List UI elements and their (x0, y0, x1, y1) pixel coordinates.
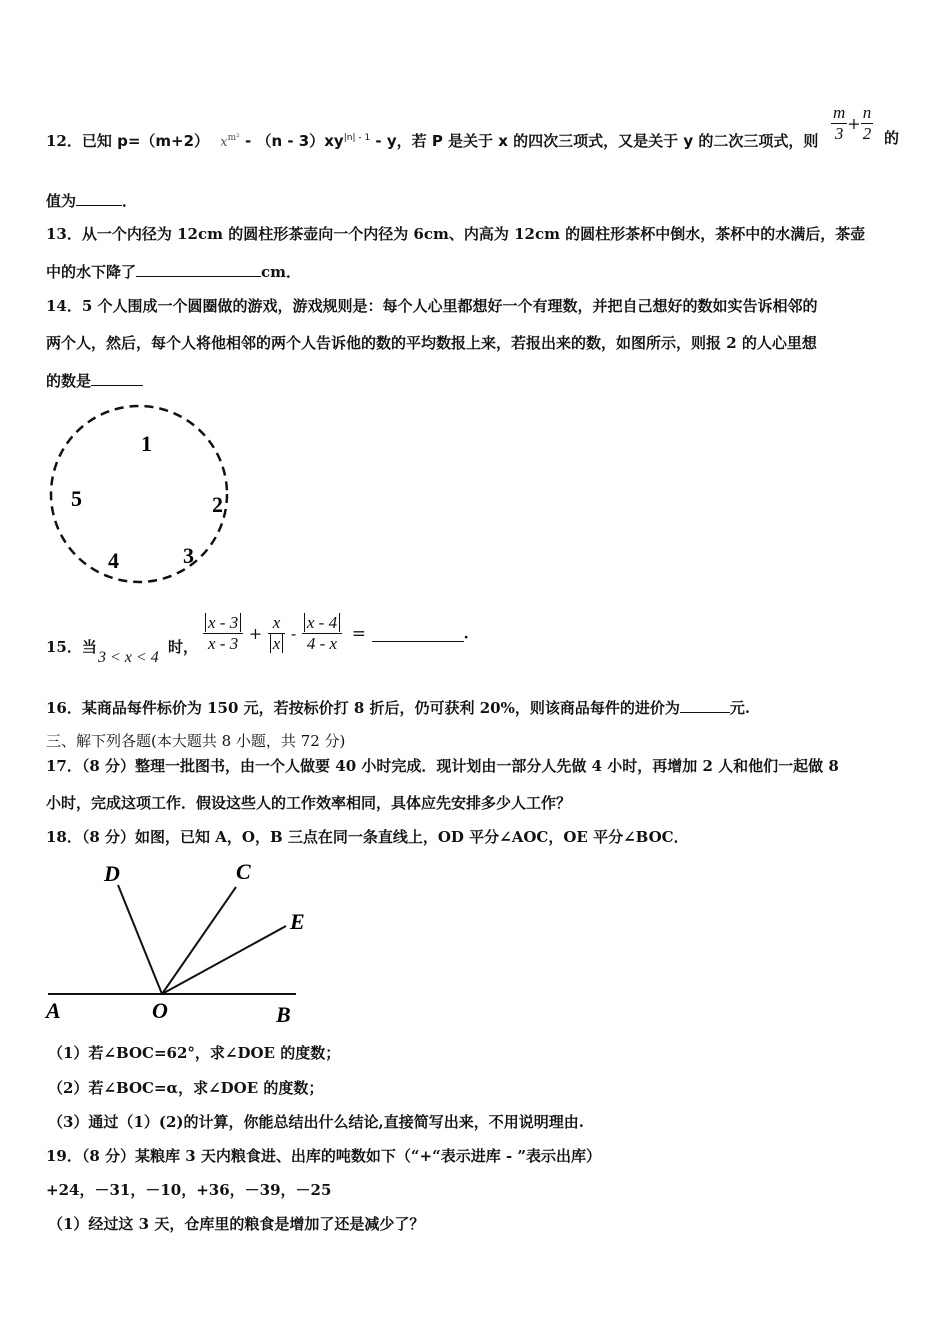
q12-fraction-expression (831, 103, 873, 144)
q12-frac2-den: 2 (862, 124, 872, 143)
q15-answer-blank (372, 626, 464, 642)
q13-line-2 (46, 261, 301, 282)
q15-f2-num: x (268, 613, 286, 634)
q12-exp2: |n| - 1 (343, 133, 371, 143)
q15-frac-1 (203, 613, 243, 654)
q15-equals: = (351, 623, 366, 644)
q15-when: 时， (168, 638, 199, 656)
section3-title: 三、解下列各题(本大题共 8 小题，共 72 分) (46, 732, 346, 750)
q18-angle-figure (40, 855, 325, 1030)
q15-end: . (463, 624, 469, 643)
q12-frac2-num: n (862, 103, 872, 122)
q12-power-base: x (220, 135, 228, 150)
q18-label-b: B (276, 1002, 291, 1027)
q17-line-2: 小时，完成这项工作．假设这些人的工作效率相同，具体应先安排多少人工作？ (46, 794, 572, 812)
q12-part2: - （n - 3）xy (239, 132, 344, 150)
q12-line-1 (46, 128, 818, 153)
q15-frac-3 (302, 613, 342, 654)
q17-line-1: 17．（8 分）整理一批图书，由一个人做要 40 小时完成．现计划由一部分人先做 4 小时，再增加 2 人和他们一起做 8 (46, 757, 839, 775)
q12-line-2 (46, 190, 137, 211)
q14-num-2: 2 (212, 492, 223, 517)
q12-power-exp: m² (227, 133, 240, 143)
q12-answer-blank (76, 190, 122, 206)
q18-label-c: C (236, 859, 251, 884)
q12-plus: + (847, 114, 861, 133)
q15-op2: - (290, 624, 297, 643)
q18-sub-1: （1）若∠BOC=62°，求∠DOE 的度数； (48, 1044, 341, 1062)
q15-f3-den: 4 - x (306, 634, 338, 653)
q15-op1: + (248, 624, 263, 643)
q18-line-1: 18．（8 分）如图，已知 A，O，B 三点在同一条直线上，OD 平分∠AOC，OE 平分∠BOC． (46, 828, 689, 846)
q12-tail: 的 (884, 129, 900, 147)
q13-line2-text: 中的水下降了 (46, 263, 137, 281)
q15-frac-2 (268, 613, 286, 654)
q13-line-1: 13．从一个内径为 12cm 的圆柱形茶壶向一个内径为 6cm、内高为 12cm 的圆柱形茶杯中倒水，茶杯中的水满后，茶壶 (46, 225, 866, 243)
q14-line3-text: 的数是 (46, 372, 92, 390)
q18-ray-od (118, 885, 162, 994)
q13-end: cm． (261, 263, 302, 281)
q18-ray-oe (162, 926, 286, 994)
q15-expression (203, 613, 469, 654)
q15-f2-den: x (270, 634, 284, 653)
q12-frac1-num: m (833, 103, 846, 122)
q14-answer-blank (91, 370, 143, 386)
q14-circle-figure (46, 400, 236, 590)
q14-num-5: 5 (71, 486, 82, 511)
q16-answer-blank (680, 697, 730, 713)
q18-label-d: D (104, 861, 120, 886)
q18-label-o: O (152, 998, 168, 1023)
q18-ray-oc (162, 887, 236, 994)
q18-label-e: E (290, 909, 305, 934)
q12-frac1-den: 3 (834, 124, 844, 143)
q16-end: 元. (729, 699, 751, 717)
q14-num-1: 1 (141, 431, 152, 456)
q19-line-2: +24，－31，－10，+36，－39，－25 (46, 1181, 332, 1199)
q12-frac-m-3 (831, 103, 847, 144)
q15-f1-den: x - 3 (208, 634, 239, 653)
q14-num-4: 4 (108, 548, 119, 573)
q15-condition: 3 < x < 4 (98, 649, 159, 666)
q14-line-2: 两个人，然后，每个人将他相邻的两个人告诉他的数的平均数报上来，若报出来的数，如图所示，则报 2 的人心里想 (46, 334, 817, 352)
q15-f3-num: x - 4 (304, 613, 340, 632)
q13-answer-blank (136, 261, 261, 277)
q14-num-3: 3 (183, 543, 194, 568)
q12-part1: 已知 p=（m+2） (81, 132, 210, 150)
q14-line-1: 14．5 个人围成一个圆圈做的游戏，游戏规则是：每个人心里都想好一个有理数，并把自己想好的数如实告诉相邻的 (46, 297, 818, 315)
q12-number: 12． (46, 132, 82, 150)
q15-f1-num: x - 3 (205, 613, 241, 632)
q19-line-1: 19．（8 分）某粮库 3 天内粮食进、出库的吨数如下（“+“表示进库 - ”表示出库） (46, 1147, 602, 1165)
q12-part3: - y，若 P 是关于 x 的四次三项式，又是关于 y 的二次三项式，则 (370, 132, 819, 150)
q18-label-a: A (46, 998, 61, 1023)
q12-line2-text: 值为 (46, 192, 77, 210)
q12-frac-n-2 (861, 103, 874, 144)
q15-number: 15．当 (46, 638, 97, 656)
q16-line-1 (46, 697, 750, 718)
q19-sub-1: （1）经过这 3 天，仓库里的粮食是增加了还是减少了？ (48, 1215, 425, 1233)
q18-sub-3: （3）通过（1）(2)的计算，你能总结出什么结论,直接简写出来，不用说明理由. (48, 1113, 584, 1131)
q18-sub-2: （2）若∠BOC=α，求∠DOE 的度数； (48, 1079, 324, 1097)
q14-line-3 (46, 370, 143, 391)
q16-text: 16．某商品每件标价为 150 元，若按标价打 8 折后，仍可获利 20%，则该商品每件的进价为 (46, 699, 680, 717)
q12-end: ． (122, 192, 138, 210)
